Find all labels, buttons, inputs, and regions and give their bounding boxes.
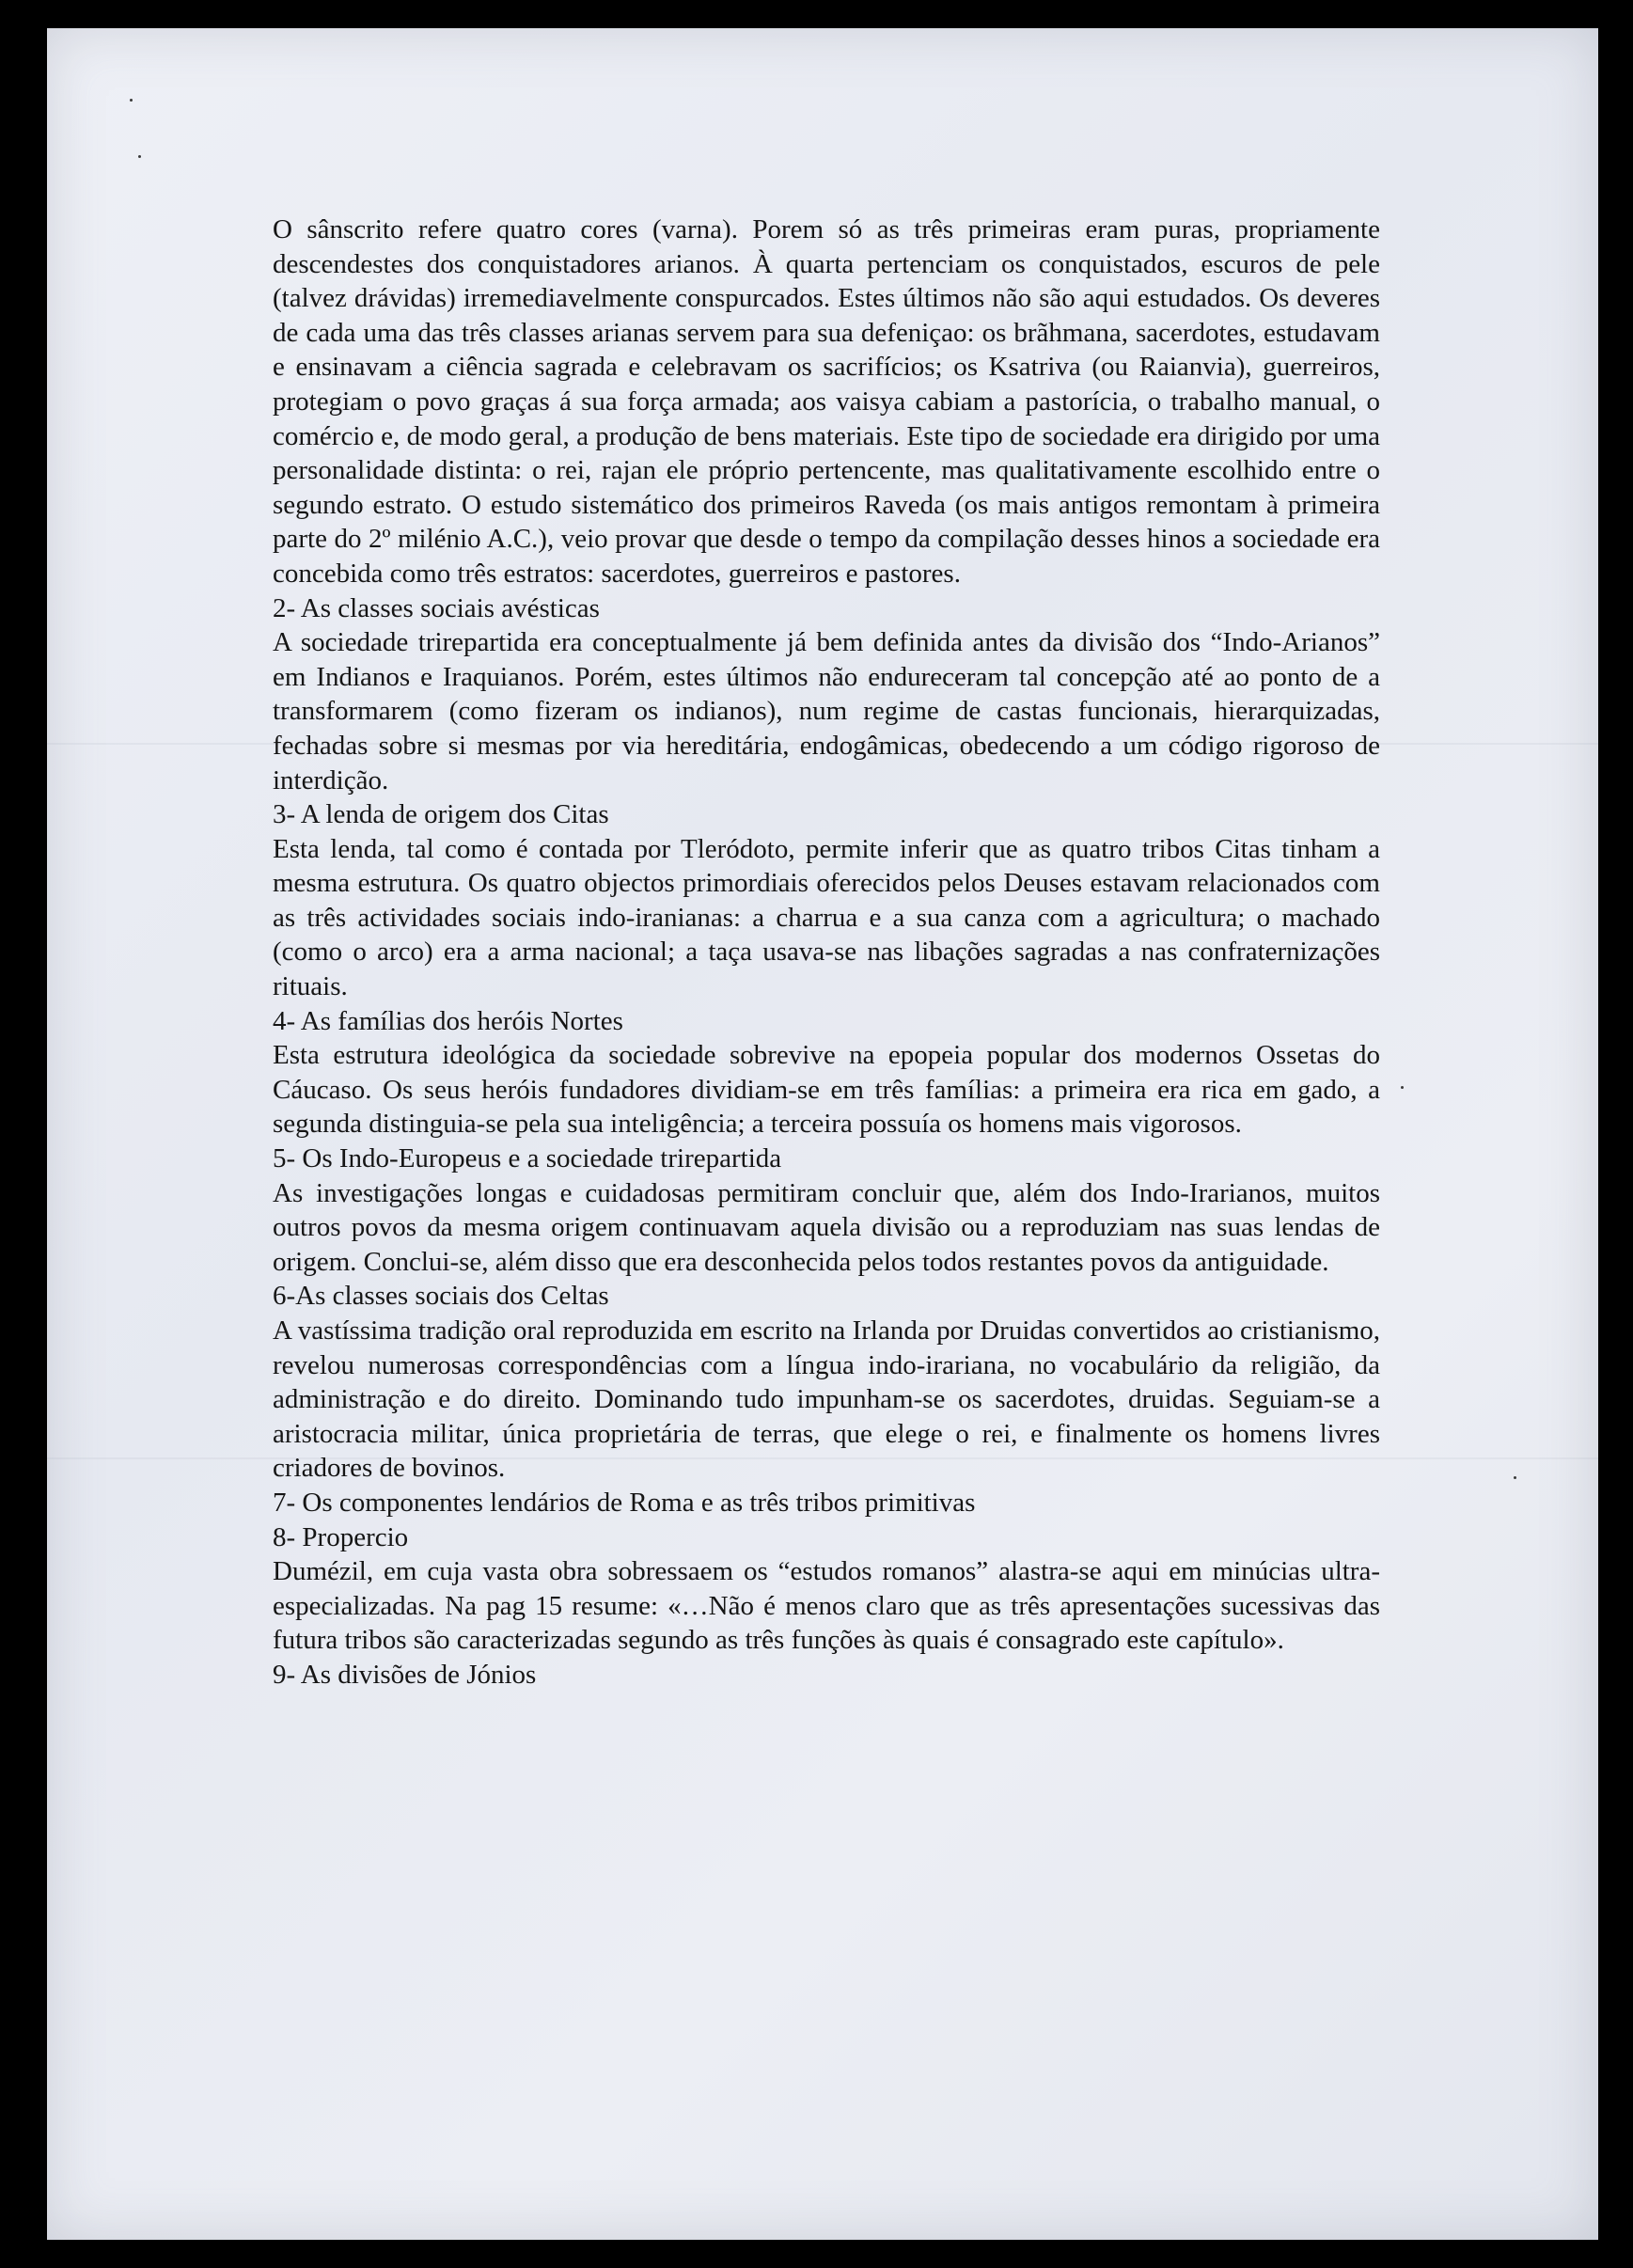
section-heading: 4- As famílias dos heróis Nortes bbox=[273, 1005, 623, 1036]
body-paragraph: O sânscrito refere quatro cores (varna). Porem só as três primeiras eram puras, propriamente descendestes dos conquistadores arianos. À quarta pertenciam os conquistados, escuros de pele (talvez drávidas) irremediavelmente conspurcados. Estes últimos não são aqui estudados. Os deveres de cada uma das três classes arianas servem para sua defeniçao: os brãhmana, sacerdotes, estudavam e ensinavam a ciência sagrada e celebravam os sacrifícios; os Ksatriva (ou Raianvia), guerreiros, protegiam o povo graças á sua força armada; aos vaisya cabiam a pastorícia, o trabalho manual, o comércio e, de modo geral, a produção de bens materiais. Este tipo de sociedade era dirigido por uma personalidade distinta: o rei, rajan ele próprio pertencente, mas qualitativamente escolhido entre o segundo estrato. O estudo sistemático dos primeiros Raveda (os mais antigos remontam à primeira parte do 2º milénio A.C.), veio provar que desde o tempo da compilação desses hinos a sociedade era concebida como três estratos: sacerdotes, guerreiros e pastores. bbox=[273, 214, 1380, 589]
section-heading: 7- Os componentes lendários de Roma e as três tribos primitivas bbox=[273, 1487, 976, 1518]
body-paragraph: Esta lenda, tal como é contada por Tleródoto, permite inferir que as quatro tribos Citas tinham a mesma estrutura. Os quatro objectos primordiais oferecidos pelos Deuses estavam relacionados com as três actividades sociais indo-iranianas: a charrua e a sua canza com a agricultura; o machado (como o arco) era a arma nacional; a taça usava-se nas libações sagradas a nas confraternizações rituais. bbox=[273, 833, 1380, 1002]
document-body bbox=[273, 213, 1380, 1693]
paper-speck bbox=[1401, 1086, 1404, 1089]
section-heading: 2- As classes sociais avésticas bbox=[273, 592, 600, 623]
section-heading: 8- Propercio bbox=[273, 1521, 409, 1552]
section-heading: 3- A lenda de origem dos Citas bbox=[273, 799, 609, 830]
body-paragraph: Esta estrutura ideológica da sociedade sobrevive na epopeia popular dos modernos Ossetas do Cáucaso. Os seus heróis fundadores dividiam-se em três famílias: a primeira era rica em gado, a segunda distinguia-se pela sua inteligência; a terceira possuía os homens mais vigorosos. bbox=[273, 1040, 1380, 1140]
paper-speck bbox=[130, 99, 133, 102]
body-paragraph: A vastíssima tradição oral reproduzida em escrito na Irlanda por Druidas convertidos ao cristianismo, revelou numerosas correspondências com a língua indo-irariana, no vocabulário da religião, da administração e do direito. Dominando tudo impunham-se os sacerdotes, druidas. Seguiam-se a aristocracia militar, única proprietária de terras, que elege o rei, e finalmente os homens livres criadores de bovinos. bbox=[273, 1315, 1380, 1484]
section-heading: 5- Os Indo-Europeus e a sociedade trirepartida bbox=[273, 1143, 782, 1174]
paper-speck bbox=[1514, 1476, 1516, 1479]
body-paragraph: A sociedade trirepartida era conceptualmente já bem definida antes da divisão dos “Indo-Arianos” em Indianos e Iraquianos. Porém, estes últimos não endureceram tal concepção até ao ponto de a transformarem (como fizeram os indianos), num regime de castas funcionais, hierarquizadas, fechadas sobre si mesmas por via hereditária, endogâmicas, obedecendo a um código rigoroso de interdição. bbox=[273, 627, 1380, 795]
body-paragraph: Dumézil, em cuja vasta obra sobressaem os “estudos romanos” alastra-se aqui em minúcias ultra-especializadas. Na pag 15 resume: «…Não é menos claro que as três apresentações sucessivas das futura tribos são caracterizadas segundo as três funções às quais é consagrado este capítulo». bbox=[273, 1556, 1380, 1656]
body-paragraph: As investigações longas e cuidadosas permitiram concluir que, além dos Indo-Irarianos, muitos outros povos da mesma origem continuavam aquela divisão ou a reproduziam nas suas lendas de origem. Conclui-se, além disso que era desconhecida pelos todos restantes povos da antiguidade. bbox=[273, 1177, 1380, 1277]
section-heading: 9- As divisões de Jónios bbox=[273, 1659, 537, 1690]
paper-speck bbox=[138, 155, 141, 158]
section-heading: 6-As classes sociais dos Celtas bbox=[273, 1281, 609, 1312]
